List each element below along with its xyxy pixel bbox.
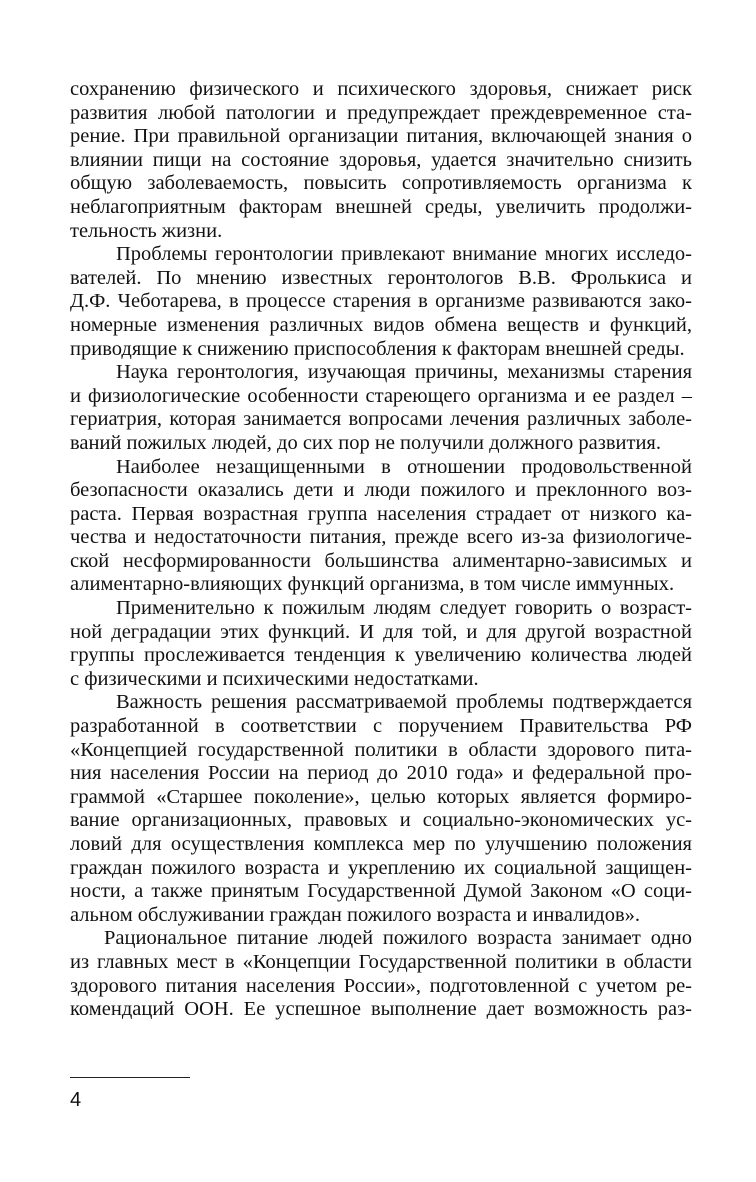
text-line: альном обслуживании граждан пожилого возраста и инвалидов». <box>70 903 641 926</box>
text-line: группы прослеживается тенденция к увеличению количества людей <box>70 644 692 667</box>
text-line: ваний пожилых людей, до сих пор не получили должного развития. <box>70 431 661 454</box>
text-line: разработанной в соответствии с поручением Правительства РФ <box>70 715 692 738</box>
text-line: приводящие к снижению приспособления к факторам внешней среды. <box>70 337 685 360</box>
text-line: безопасности оказались дети и люди пожилого и преклонного воз- <box>70 479 692 502</box>
text-line: тельность жизни. <box>70 219 223 242</box>
text-line: вателей. По мнению известных геронтологов В.В. Фролькиса и <box>70 266 692 289</box>
page-number: 4 <box>70 1089 82 1111</box>
text-line: Применительно к пожилым людям следует говорить о возраст- <box>116 597 692 620</box>
text-line: ния населения России на период до 2010 года» и федеральной про- <box>70 762 692 785</box>
text-line: с физическими и психическими недостатками. <box>70 667 479 690</box>
text-line: Важность решения рассматриваемой проблемы подтверждается <box>116 691 692 714</box>
text-line: из главных мест в «Концепции Государственной политики в области <box>70 950 692 973</box>
text-line: вание организационных, правовых и социально-экономических ус- <box>70 809 692 832</box>
body-text <box>70 78 692 1022</box>
text-line: и физиологические особенности стареющего организма и ее раздел – <box>70 384 692 407</box>
text-line: сохранению физического и психического здоровья, снижает риск <box>70 78 692 100</box>
text-line: Наиболее незащищенными в отношении продовольственной <box>116 455 692 478</box>
text-line: алиментарно-влияющих функций организма, в том числе иммунных. <box>70 573 675 596</box>
text-line: ной деградации этих функций. И для той, и для другой возрастной <box>70 620 692 643</box>
text-line: граждан пожилого возраста и укреплению их социальной защищен- <box>70 856 692 879</box>
footnote-rule <box>70 1077 190 1078</box>
text-line: влиянии пищи на состояние здоровья, удается значительно снизить <box>70 148 692 171</box>
text-line: Рациональное питание людей пожилого возраста занимает одно <box>104 927 692 950</box>
text-line: «Концепцией государственной политики в области здорового пита- <box>70 738 692 761</box>
text-line: Проблемы геронтологии привлекают внимание многих исследо- <box>116 243 692 266</box>
text-line: комендаций ООН. Ее успешное выполнение дает возможность раз- <box>70 998 692 1021</box>
text-line: номерные изменения различных видов обмена веществ и функций, <box>70 313 692 336</box>
text-line: чества и недостаточности питания, прежде всего из-за физиологиче- <box>70 526 692 549</box>
text-line: ности, а также принятым Государственной Думой Законом «О соци- <box>70 880 692 903</box>
text-line: развития любой патологии и предупреждает преждевременное ста- <box>70 101 692 124</box>
text-line: общую заболеваемость, повысить сопротивляемость организма к <box>70 172 692 195</box>
text-line: гериатрия, которая занимается вопросами лечения различных заболе- <box>70 408 692 431</box>
text-line: граммой «Старшее поколение», целью которых является формиро- <box>70 785 692 808</box>
text-line: ловий для осуществления комплекса мер по улучшению положения <box>70 833 692 855</box>
text-line: раста. Первая возрастная группа населения страдает от низкого ка- <box>70 502 692 525</box>
text-line: здорового питания населения России», подготовленной с учетом ре- <box>70 974 692 997</box>
text-line: неблагоприятным факторам внешней среды, увеличить продолжи- <box>70 195 692 218</box>
text-line: ской несформированности большинства алиментарно-зависимых и <box>70 549 692 572</box>
text-line: рение. При правильной организации питания, включающей знания о <box>70 125 692 148</box>
text-line: Наука геронтология, изучающая причины, механизмы старения <box>116 361 692 384</box>
text-line: Д.Ф. Чеботарева, в процессе старения в организме развиваются зако- <box>70 290 692 313</box>
